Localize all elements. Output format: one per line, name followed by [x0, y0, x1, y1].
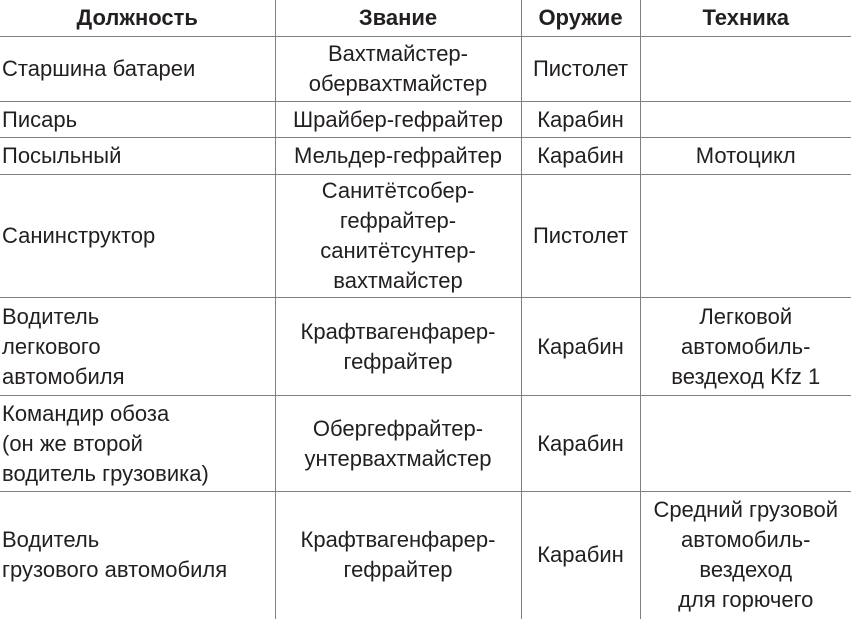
cell-vehicle: Мотоцикл: [640, 138, 851, 175]
cell-rank: Крафтвагенфарер- гефрайтер: [275, 492, 521, 619]
cell-weapon: Карабин: [521, 102, 640, 138]
header-row: [0, 0, 851, 37]
header-position: Должность: [0, 0, 275, 37]
table-row: [0, 492, 851, 619]
cell-rank: Вахтмайстер- обервахтмайстер: [275, 37, 521, 102]
cell-rank: Санитётсобер- гефрайтер- санитётсунтер- вахтмайстер: [275, 175, 521, 298]
cell-weapon: Карабин: [521, 138, 640, 175]
table-row: [0, 298, 851, 396]
cell-weapon: Карабин: [521, 396, 640, 492]
cell-position: Санинструктор: [0, 175, 275, 298]
cell-weapon: Пистолет: [521, 37, 640, 102]
cell-vehicle: [640, 37, 851, 102]
cell-vehicle: [640, 175, 851, 298]
cell-position: Командир обоза (он же второй водитель грузовика): [0, 396, 275, 492]
table-row: [0, 138, 851, 175]
table-row: [0, 396, 851, 492]
cell-weapon: Карабин: [521, 492, 640, 619]
cell-rank: Мельдер-гефрайтер: [275, 138, 521, 175]
cell-position: Писарь: [0, 102, 275, 138]
cell-vehicle: Легковой автомобиль- вездеход Kfz 1: [640, 298, 851, 396]
cell-weapon: Пистолет: [521, 175, 640, 298]
cell-position: Посыльный: [0, 138, 275, 175]
cell-position: Водитель легкового автомобиля: [0, 298, 275, 396]
header-rank: Звание: [275, 0, 521, 37]
header-vehicle: Техника: [640, 0, 851, 37]
cell-position: Водитель грузового автомобиля: [0, 492, 275, 619]
cell-rank: Крафтвагенфарер- гефрайтер: [275, 298, 521, 396]
cell-weapon: Карабин: [521, 298, 640, 396]
cell-rank: Обергефрайтер- унтервахтмайстер: [275, 396, 521, 492]
cell-rank: Шрайбер-гефрайтер: [275, 102, 521, 138]
table-row: [0, 102, 851, 138]
cell-vehicle: [640, 102, 851, 138]
cell-position: Старшина батареи: [0, 37, 275, 102]
cell-vehicle: Средний грузовой автомобиль- вездеход для горючего: [640, 492, 851, 619]
table-row: [0, 175, 851, 298]
table-row: [0, 37, 851, 102]
header-weapon: Оружие: [521, 0, 640, 37]
cell-vehicle: [640, 396, 851, 492]
